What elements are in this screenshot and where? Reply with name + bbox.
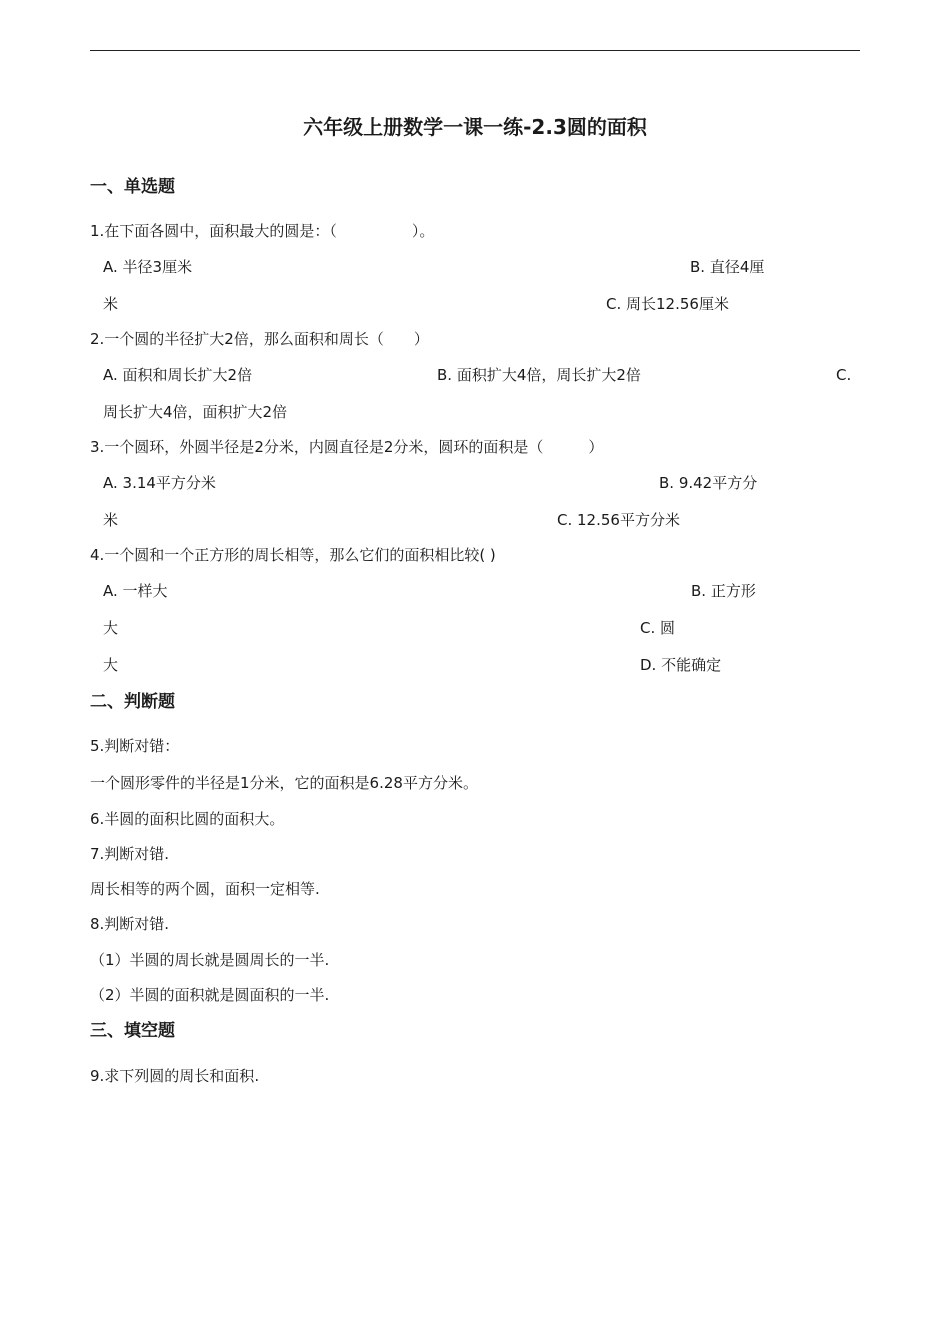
question-8-statement-1: （1）半圆的周长就是圆周长的一半.	[90, 951, 330, 969]
header-rule	[90, 50, 860, 51]
page-title: 六年级上册数学一课一练-2.3圆的面积	[303, 115, 647, 139]
question-3-option-b-continuation: 米	[103, 511, 119, 529]
section-heading-fill-in: 三、填空题	[90, 1021, 175, 1041]
question-2-option-c: C.	[836, 366, 852, 384]
question-7-stem: 7.判断对错.	[90, 845, 170, 863]
question-4-stem: 4.一个圆和一个正方形的周长相等，那么它们的面积相比较( )	[90, 546, 496, 564]
question-4-option-c: C. 圆	[640, 619, 676, 637]
section-heading-single-choice: 一、单选题	[90, 177, 175, 197]
question-4-option-b-continuation: 大	[103, 619, 119, 637]
question-8-stem: 8.判断对错.	[90, 915, 170, 933]
question-8-statement-2: （2）半圆的面积就是圆面积的一半.	[90, 986, 330, 1004]
question-5-statement: 一个圆形零件的半径是1分米，它的面积是6.28平方分米。	[90, 774, 478, 792]
question-3-stem: 3.一个圆环，外圆半径是2分米，内圆直径是2分米，圆环的面积是（ ）	[90, 438, 604, 456]
question-1-option-b-continuation: 米	[103, 295, 119, 313]
question-2-option-a: A. 面积和周长扩大2倍	[103, 366, 253, 384]
question-2-option-c-continuation: 周长扩大4倍，面积扩大2倍	[103, 403, 288, 421]
question-1-stem: 1.在下面各圆中，面积最大的圆是：（ ）。	[90, 222, 435, 240]
question-7-statement: 周长相等的两个圆，面积一定相等.	[90, 880, 320, 898]
question-1-option-b: B. 直径4厘	[690, 258, 765, 276]
question-4-option-d: D. 不能确定	[640, 656, 722, 674]
question-2-option-b: B. 面积扩大4倍，周长扩大2倍	[437, 366, 641, 384]
question-3-option-c: C. 12.56平方分米	[557, 511, 680, 529]
question-1-option-a: A. 半径3厘米	[103, 258, 193, 276]
question-4-option-a: A. 一样大	[103, 582, 168, 600]
question-3-option-b: B. 9.42平方分	[659, 474, 758, 492]
section-heading-true-false: 二、判断题	[90, 692, 175, 712]
question-4-option-c-continuation: 大	[103, 656, 119, 674]
question-6-stem: 6.半圆的面积比圆的面积大。	[90, 810, 285, 828]
question-2-stem: 2.一个圆的半径扩大2倍，那么面积和周长（ ）	[90, 330, 429, 348]
question-5-stem: 5.判断对错：	[90, 737, 180, 755]
question-9-stem: 9.求下列圆的周长和面积.	[90, 1067, 260, 1085]
question-1-option-c: C. 周长12.56厘米	[606, 295, 729, 313]
question-4-option-b: B. 正方形	[691, 582, 756, 600]
question-3-option-a: A. 3.14平方分米	[103, 474, 216, 492]
